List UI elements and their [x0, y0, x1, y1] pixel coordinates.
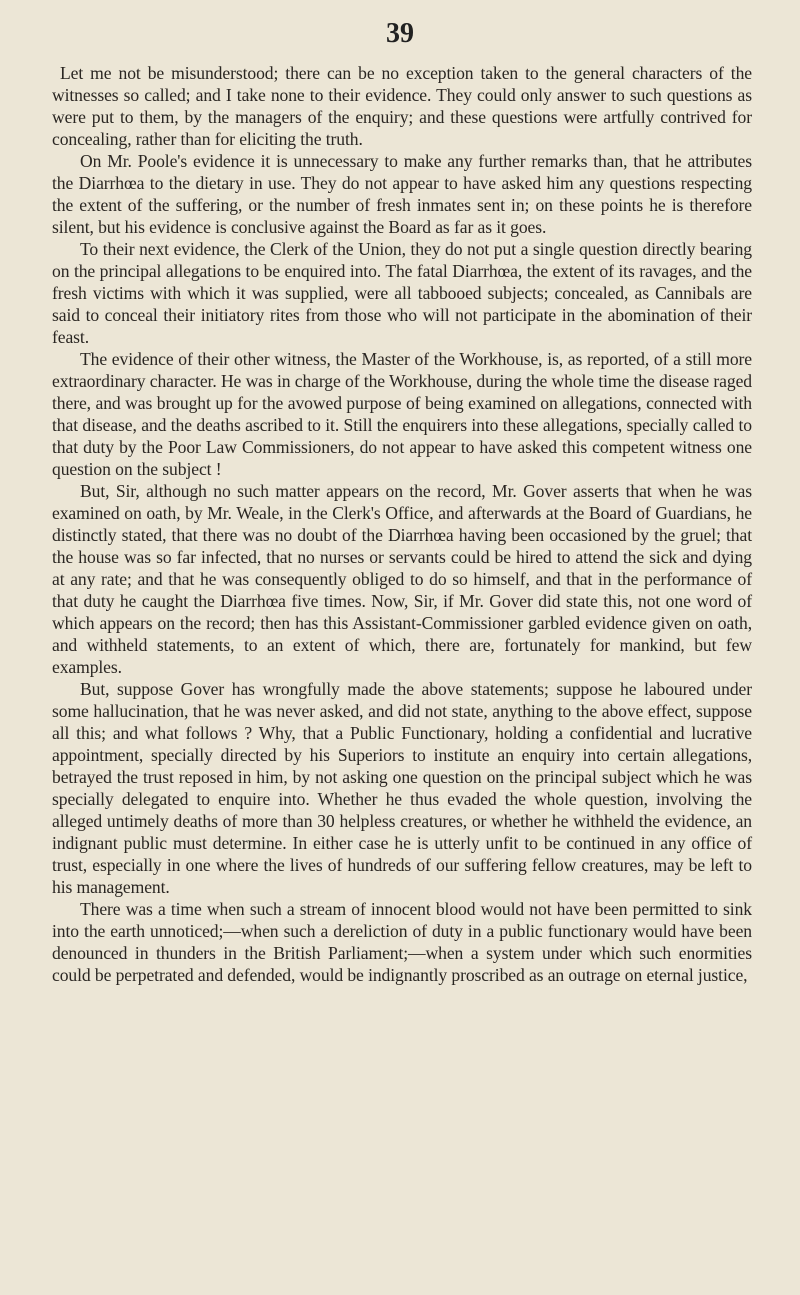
body-text [52, 62, 752, 986]
paragraph-5: But, Sir, although no such matter appears on the record, Mr. Gover asserts that when he was examined on oath, by Mr. Weale, in the Clerk's Office, and afterwards at the Board of Guardians, he distinctly stated, that there was no doubt of the Diarrhœa having been occasioned by the gruel; that the house was so far infected, that no nurses or servants could be hired to attend the sick and dying at any rate; and that he was consequently obliged to do so himself, and that in the performance of that duty he caught the Diarrhœa five times. Now, Sir, if Mr. Gover did state this, not one word of which appears on the record; then has this Assistant-Commissioner garbled evidence given on oath, and withheld statements, to an extent of which, there are, fortunately for mankind, but few examples. [52, 481, 752, 677]
paragraph-4: The evidence of their other witness, the Master of the Workhouse, is, as reported, of a still more extraordinary character. He was in charge of the Workhouse, during the whole time the disease raged there, and was brought up for the avowed purpose of being examined on allegations, connected with that disease, and the deaths ascribed to it. Still the enquirers into these allegations, specially called to that duty by the Poor Law Commissioners, do not appear to have asked this competent witness one question on the subject ! [52, 349, 752, 479]
paragraph-3: To their next evidence, the Clerk of the Union, they do not put a single question directly bearing on the principal allegations to be enquired into. The fatal Diarrhœa, the extent of its ravages, and the fresh victims with which it was supplied, were all tabbooed subjects; concealed, as Cannibals are said to conceal their initiatory rites from those who will not participate in the abomination of their feast. [52, 239, 752, 347]
paragraph-2: On Mr. Poole's evidence it is unnecessary to make any further remarks than, that he attributes the Diarrhœa to the dietary in use. They do not appear to have asked him any questions respecting the extent of the suffering, or the number of fresh inmates sent in; on these points he is therefore silent, but his evidence is conclusive against the Board as far as it goes. [52, 151, 752, 237]
paragraph-7: There was a time when such a stream of innocent blood would not have been permitted to sink into the earth unnoticed;—when such a dereliction of duty in a public functionary would have been denounced in thunders in the British Parliament;—when a system under which such enormities could be perpetrated and defended, would be indignantly proscribed as an outrage on eternal justice, [52, 899, 752, 985]
paragraph-1: Let me not be misunderstood; there can be no exception taken to the general characters of the witnesses so called; and I take none to their evidence. They could only answer to such questions as were put to them, by the managers of the enquiry; and these questions were artfully contrived for concealing, rather than for eliciting the truth. [52, 63, 752, 149]
paragraph-6: But, suppose Gover has wrongfully made the above statements; suppose he laboured under some hallucination, that he was never asked, and did not state, anything to the above effect, suppose all this; and what follows ? Why, that a Public Functionary, holding a confidential and lucrative appointment, specially directed by his Superiors to institute an enquiry into certain allegations, betrayed the trust reposed in him, by not asking one question on the principal subject which he was specially delegated to enquire into. Whether he thus evaded the whole question, involving the alleged untimely deaths of more than 30 helpless creatures, or whether he withheld the evidence, an indignant public must determine. In either case he is utterly unfit to be continued in any office of trust, especially in one where the lives of hundreds of our suffering fellow creatures, may be left to his management. [52, 679, 752, 897]
page-number: 39 [386, 18, 414, 49]
